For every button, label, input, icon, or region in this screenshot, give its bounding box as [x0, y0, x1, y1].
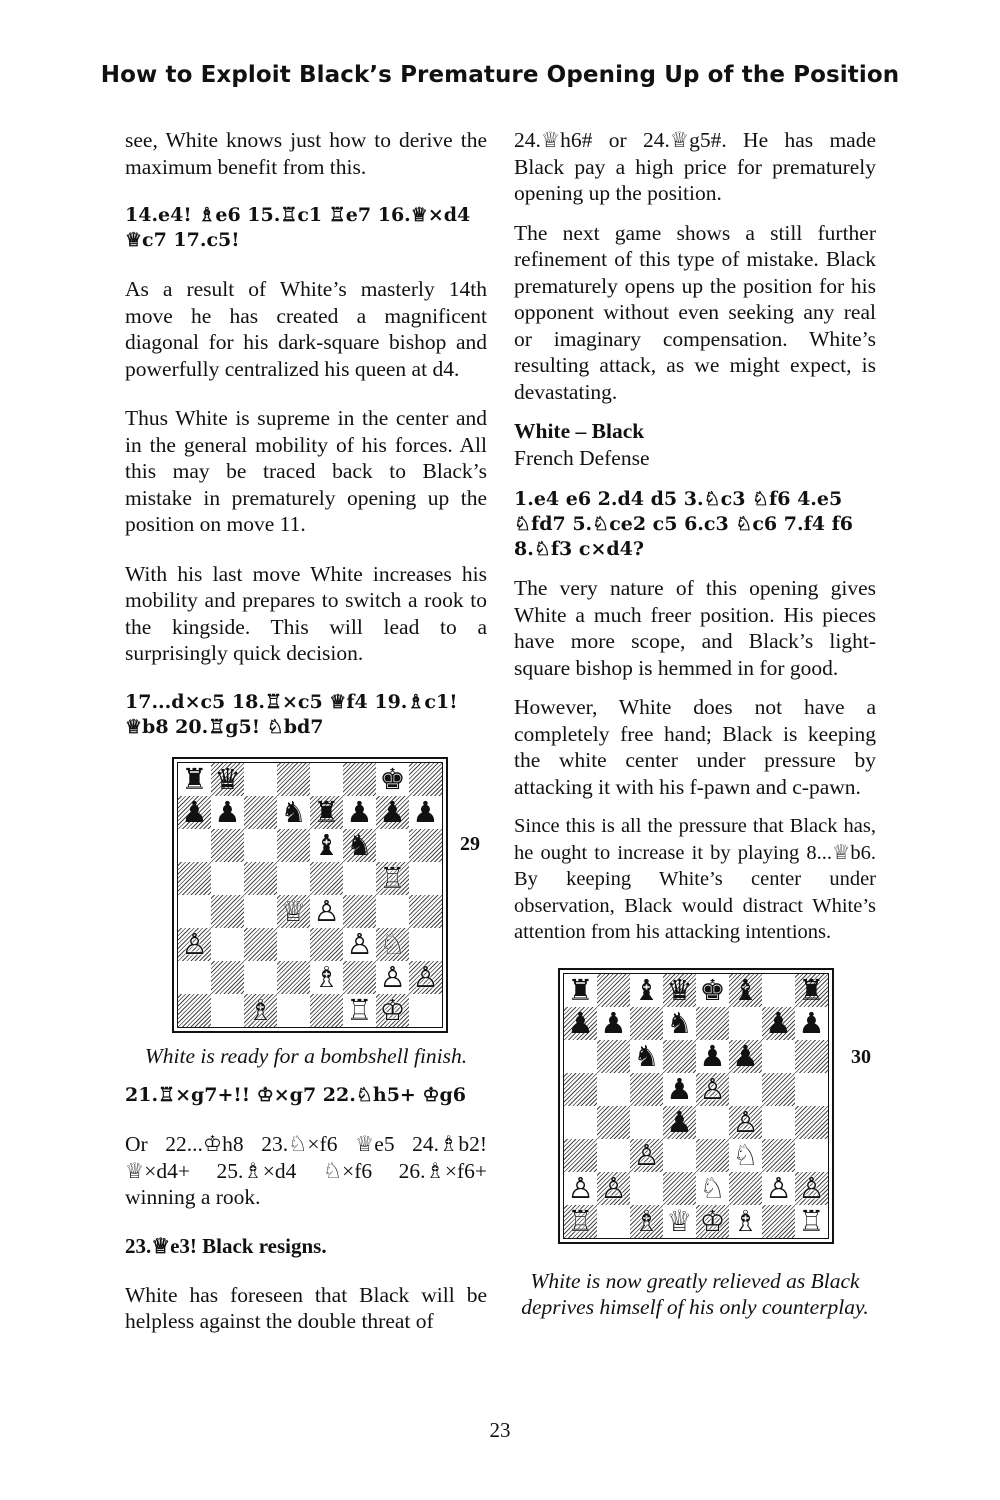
- paragraph: Since this is all the pressure that Black has, he ought to increase it by playing 8...♕b6. By keeping White’s center under observation, Black would distract White’s attention from his attacking intentions.: [514, 815, 876, 943]
- chess-piece: ♞: [346, 827, 373, 862]
- board-grid: [177, 762, 443, 1028]
- chess-piece: ♞: [280, 794, 307, 829]
- board-square: [663, 1106, 696, 1139]
- board-square: [343, 862, 376, 895]
- board-square: [729, 974, 762, 1007]
- board-square: [376, 895, 409, 928]
- chess-piece: ♗: [313, 959, 340, 994]
- board-square: [630, 1007, 663, 1040]
- players: White – Black: [514, 419, 645, 443]
- chess-piece: ♙: [181, 926, 208, 961]
- board-square: [597, 1172, 630, 1205]
- chess-piece: ♟: [600, 1005, 627, 1040]
- chess-piece: ♘: [732, 1137, 759, 1172]
- paragraph: White has foreseen that Black will be helpless against the double threat of: [125, 1282, 487, 1333]
- chess-piece: ♟: [798, 1005, 825, 1040]
- board-square: [795, 1172, 828, 1205]
- chess-piece: ♘: [699, 1170, 726, 1205]
- board-square: [178, 763, 211, 796]
- chess-piece: ♜: [798, 972, 825, 1007]
- chess-piece: ♙: [313, 893, 340, 928]
- chess-piece: ♟: [379, 794, 406, 829]
- board-square: [564, 1139, 597, 1172]
- board-square: [310, 796, 343, 829]
- board-square: [696, 974, 729, 1007]
- board-square: [178, 961, 211, 994]
- chess-piece: ♟: [346, 794, 373, 829]
- board-square: [762, 1139, 795, 1172]
- board-square: [409, 796, 442, 829]
- chess-piece: ♔: [699, 1203, 726, 1238]
- chess-piece: ♗: [732, 1203, 759, 1238]
- chess-piece: ♕: [280, 893, 307, 928]
- board-square: [564, 1106, 597, 1139]
- diagram-caption: White is now greatly relieved as Black deprives himself of his only counterplay.: [521, 1268, 869, 1319]
- chess-piece: ♟: [181, 794, 208, 829]
- left-column: [125, 127, 487, 1358]
- board-square: [211, 895, 244, 928]
- board-square: [211, 796, 244, 829]
- board-square: [564, 974, 597, 1007]
- board-square: [310, 829, 343, 862]
- board-square: [376, 829, 409, 862]
- paragraph: 24.♕h6# or 24.♕g5#. He has made Black pay a high price for prematurely opening up the position.: [514, 128, 876, 205]
- paragraph: The next game shows a still further refinement of this type of mistake. Black prematurely opens up the position for his opponent without even seeking any real or imaginary compensation. White’s resulting attack, as we might expect, is devastating.: [514, 220, 876, 404]
- chess-piece: ♙: [732, 1104, 759, 1139]
- opening-name: French Defense: [514, 445, 650, 470]
- board-square: [244, 994, 277, 1027]
- board-square: [795, 1007, 828, 1040]
- board-square: [729, 1007, 762, 1040]
- chess-piece: ♙: [798, 1170, 825, 1205]
- board-square: [244, 961, 277, 994]
- board-square: [310, 961, 343, 994]
- board-square: [310, 862, 343, 895]
- chess-piece: ♙: [379, 959, 406, 994]
- board-square: [630, 1139, 663, 1172]
- chess-piece: ♟: [412, 794, 439, 829]
- board-square: [409, 763, 442, 796]
- board-square: [696, 1007, 729, 1040]
- board-square: [630, 974, 663, 1007]
- board-square: [277, 862, 310, 895]
- chess-piece: ♟: [666, 1104, 693, 1139]
- board-square: [178, 829, 211, 862]
- board-square: [409, 862, 442, 895]
- diagram-number: 29: [460, 832, 480, 855]
- board-square: [597, 974, 630, 1007]
- chess-piece: ♙: [412, 959, 439, 994]
- board-square: [663, 974, 696, 1007]
- board-square: [376, 961, 409, 994]
- board-square: [211, 862, 244, 895]
- board-square: [729, 1040, 762, 1073]
- board-square: [277, 961, 310, 994]
- board-square: [795, 1106, 828, 1139]
- board-square: [696, 1172, 729, 1205]
- board-square: [630, 1205, 663, 1238]
- board-square: [277, 763, 310, 796]
- board-square: [310, 994, 343, 1027]
- board-square: [762, 1172, 795, 1205]
- board-square: [343, 763, 376, 796]
- board-square: [696, 1106, 729, 1139]
- board-square: [564, 1040, 597, 1073]
- board-square: [409, 829, 442, 862]
- board-square: [310, 763, 343, 796]
- chess-piece: ♔: [379, 992, 406, 1027]
- chess-piece: ♜: [313, 794, 340, 829]
- board-square: [244, 796, 277, 829]
- board-square: [729, 1073, 762, 1106]
- board-square: [795, 1205, 828, 1238]
- chess-piece: ♙: [699, 1071, 726, 1106]
- board-square: [211, 961, 244, 994]
- board-square: [376, 763, 409, 796]
- board-square: [729, 1172, 762, 1205]
- chess-piece: ♖: [379, 860, 406, 895]
- board-square: [277, 796, 310, 829]
- chess-board: [558, 968, 834, 1244]
- board-square: [795, 1073, 828, 1106]
- board-square: [663, 1040, 696, 1073]
- chess-piece: ♖: [798, 1203, 825, 1238]
- board-square: [409, 928, 442, 961]
- diagram-caption: White is ready for a bombshell finish.: [144, 1043, 468, 1068]
- board-square: [376, 994, 409, 1027]
- board-square: [244, 895, 277, 928]
- diagram-number: 30: [851, 1045, 871, 1068]
- board-square: [630, 1106, 663, 1139]
- board-square: [376, 928, 409, 961]
- board-square: [630, 1040, 663, 1073]
- board-square: [310, 928, 343, 961]
- board-square: [762, 1040, 795, 1073]
- diagram-29: [125, 753, 487, 1043]
- chess-piece: ♛: [666, 972, 693, 1007]
- board-square: [211, 829, 244, 862]
- chess-piece: ♟: [666, 1071, 693, 1106]
- board-square: [409, 994, 442, 1027]
- chess-piece: ♗: [247, 992, 274, 1027]
- board-square: [729, 1139, 762, 1172]
- board-square: [663, 1007, 696, 1040]
- page-title: How to Exploit Black’s Premature Opening Up of the Position: [100, 62, 900, 88]
- board-square: [178, 895, 211, 928]
- chess-piece: ♖: [346, 992, 373, 1027]
- board-square: [244, 862, 277, 895]
- board-square: [762, 1106, 795, 1139]
- right-column: [514, 127, 876, 1335]
- board-square: [277, 994, 310, 1027]
- board-square: [277, 928, 310, 961]
- chess-piece: ♞: [666, 1005, 693, 1040]
- board-square: [696, 1139, 729, 1172]
- page-number: 23: [489, 1418, 511, 1442]
- chess-piece: ♝: [313, 827, 340, 862]
- board-square: [376, 862, 409, 895]
- board-square: [597, 1073, 630, 1106]
- move-text: 17...d×c5 18.♖×c5 ♕f4 19.♗c1! ♕b8 20.♖g5! ♘bd7: [125, 690, 458, 738]
- board-square: [244, 763, 277, 796]
- board-square: [663, 1205, 696, 1238]
- board-square: [663, 1073, 696, 1106]
- board-square: [409, 961, 442, 994]
- board-square: [211, 928, 244, 961]
- paragraph: Or 22...♔h8 23.♘×f6 ♕e5 24.♗b2! ♕×d4+ 25.♗×d4 ♘×f6 26.♗×f6+ winning a rook.: [125, 1132, 487, 1209]
- chess-piece: ♘: [379, 926, 406, 961]
- chess-piece: ♙: [600, 1170, 627, 1205]
- chess-piece: ♙: [765, 1170, 792, 1205]
- board-square: [178, 928, 211, 961]
- chess-piece: ♙: [567, 1170, 594, 1205]
- board-square: [211, 994, 244, 1027]
- board-square: [277, 829, 310, 862]
- chess-board: [172, 757, 448, 1033]
- chess-piece: ♖: [567, 1203, 594, 1238]
- chess-piece: ♗: [633, 1203, 660, 1238]
- board-square: [211, 763, 244, 796]
- board-square: [597, 1040, 630, 1073]
- board-square: [564, 1205, 597, 1238]
- board-square: [729, 1106, 762, 1139]
- board-square: [762, 974, 795, 1007]
- board-square: [795, 1139, 828, 1172]
- move-text: 23.♕e3! Black resigns.: [125, 1233, 327, 1258]
- board-square: [597, 1139, 630, 1172]
- chess-piece: ♟: [732, 1038, 759, 1073]
- move-text: 14.e4! ♗e6 15.♖c1 ♖e7 16.♕×d4 ♕c7 17.c5!: [125, 204, 471, 251]
- board-square: [564, 1073, 597, 1106]
- board-square: [178, 796, 211, 829]
- diagram-30: [514, 968, 876, 1268]
- board-square: [630, 1073, 663, 1106]
- board-square: [597, 1007, 630, 1040]
- board-square: [244, 829, 277, 862]
- board-square: [795, 1040, 828, 1073]
- board-square: [663, 1139, 696, 1172]
- chess-piece: ♟: [567, 1005, 594, 1040]
- board-square: [376, 796, 409, 829]
- board-square: [729, 1205, 762, 1238]
- board-square: [343, 994, 376, 1027]
- chess-piece: ♜: [567, 972, 594, 1007]
- move-text: 21.♖×g7+!! ♔×g7 22.♘h5+ ♔g6: [125, 1084, 466, 1106]
- chess-piece: ♟: [214, 794, 241, 829]
- paragraph: As a result of White’s masterly 14th move he has created a magnificent diagonal for his dark-square bishop and powerfully centralized his queen at d4.: [125, 277, 487, 381]
- board-square: [762, 1205, 795, 1238]
- paragraph: With his last move White increases his mobility and prepares to switch a rook to the kingside. This will lead to a surprisingly quick decision.: [125, 561, 487, 665]
- board-square: [178, 862, 211, 895]
- board-square: [343, 796, 376, 829]
- board-square: [244, 928, 277, 961]
- chess-piece: ♙: [346, 926, 373, 961]
- board-square: [597, 1205, 630, 1238]
- board-square: [564, 1007, 597, 1040]
- board-square: [343, 961, 376, 994]
- chess-piece: ♟: [699, 1038, 726, 1073]
- chess-piece: ♙: [633, 1137, 660, 1172]
- board-square: [343, 895, 376, 928]
- board-square: [696, 1205, 729, 1238]
- board-square: [795, 974, 828, 1007]
- paragraph: However, White does not have a completely free hand; Black is keeping the white center under pressure by attacking it with his f-pawn and c-pawn.: [514, 695, 876, 799]
- board-square: [178, 994, 211, 1027]
- move-text: 1.e4 e6 2.d4 d5 3.♘c3 ♘f6 4.e5 ♘fd7 5.♘ce2 c5 6.c3 ♘c6 7.f4 f6 8.♘f3 c×d4?: [514, 488, 854, 560]
- board-square: [277, 895, 310, 928]
- board-square: [597, 1106, 630, 1139]
- chess-piece: ♝: [633, 972, 660, 1007]
- board-square: [762, 1007, 795, 1040]
- board-square: [564, 1172, 597, 1205]
- board-square: [762, 1073, 795, 1106]
- board-grid: [563, 973, 829, 1239]
- board-square: [343, 928, 376, 961]
- chess-piece: ♝: [732, 972, 759, 1007]
- board-square: [630, 1172, 663, 1205]
- chess-piece: ♞: [633, 1038, 660, 1073]
- paragraph: see, White knows just how to derive the maximum benefit from this.: [125, 128, 487, 179]
- chess-piece: ♚: [379, 761, 406, 796]
- board-square: [663, 1172, 696, 1205]
- board-square: [696, 1040, 729, 1073]
- chess-piece: ♟: [765, 1005, 792, 1040]
- chess-piece: ♜: [181, 761, 208, 796]
- board-square: [310, 895, 343, 928]
- board-square: [409, 895, 442, 928]
- chess-piece: ♚: [699, 972, 726, 1007]
- paragraph: Thus White is supreme in the center and in the general mobility of his forces. All this may be traced back to Black’s mistake in prematurely opening up the position on move 11.: [125, 406, 487, 536]
- chess-piece: ♕: [666, 1203, 693, 1238]
- board-square: [343, 829, 376, 862]
- board-square: [696, 1073, 729, 1106]
- chess-piece: ♛: [214, 761, 241, 796]
- paragraph: The very nature of this opening gives White a much freer position. His pieces have more scope, and Black’s light-square bishop is hemmed in for good.: [514, 576, 876, 680]
